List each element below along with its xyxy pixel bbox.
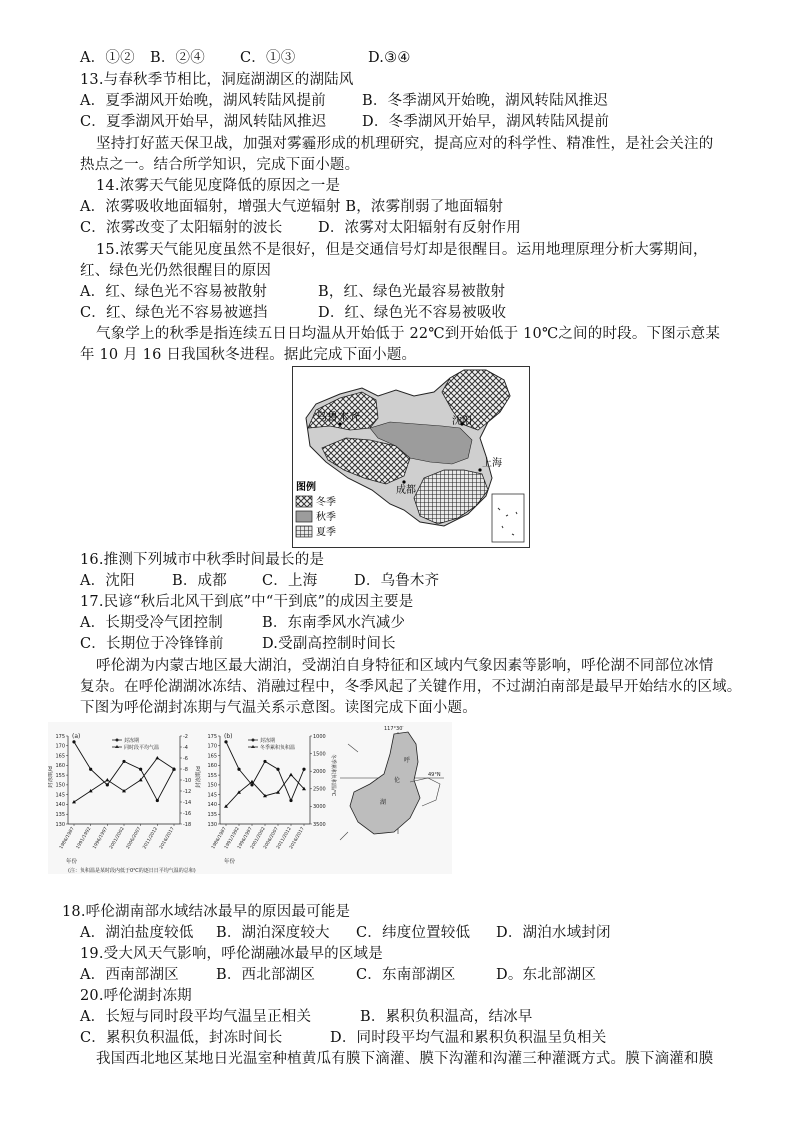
left-tick-label: 155 [55, 772, 65, 779]
left-tick-label: 160 [207, 763, 217, 770]
hulun-figure-svg [48, 722, 452, 874]
left-tick-label: 175 [55, 733, 65, 740]
q19-option-d: D。东北部湖区 [496, 967, 597, 983]
right-tick-label: -4 [183, 744, 188, 751]
q13-option-b: B．冬季湖风开始晚，湖风转陆风推迟 [362, 93, 609, 109]
chart-b-left-ticks [207, 734, 220, 828]
series-right-point [122, 789, 126, 792]
chart-a-right-ticks [180, 734, 191, 828]
x-tick-label: 1986/1987 [211, 826, 228, 851]
q19-option-c: C．东南部湖区 [356, 967, 456, 983]
autumn-intro-line1: 气象学上的秋季是指连续五日日均温从开始低于 22℃到开始低于 10℃之间的时段。下图示意某 [96, 326, 721, 342]
legend-swatch-winter [296, 496, 312, 507]
right-tick-label: 3000 [313, 804, 326, 811]
chart-note: (注：负积温是某时段内低于0℃的逐日日平均气温的总和) [68, 868, 196, 874]
x-tick-label: 2016/2017 [159, 826, 176, 851]
x-tick-label: 2001/2002 [109, 826, 126, 851]
left-tick-label: 150 [55, 782, 65, 789]
series-freeze-point [89, 768, 92, 771]
right-tick-label: -18 [183, 821, 192, 828]
south-sea-inset [492, 494, 524, 542]
series-freeze-point [237, 768, 240, 771]
chart-a-panel-label: (a) [72, 733, 81, 740]
q16-option-d: D．乌鲁木齐 [354, 573, 440, 589]
q16-option-c: C．上海 [262, 573, 318, 589]
left-tick-label: 175 [207, 733, 217, 740]
chart-b-ylabel-right: 冬季累积负积温/℃ [330, 754, 336, 797]
series-freeze-point [250, 783, 253, 786]
left-tick-label: 160 [55, 763, 65, 770]
q18-stem: 18.呼伦湖南部水域结冰最早的原因最可能是 [62, 904, 351, 920]
left-tick-label: 145 [207, 792, 217, 799]
x-tick-label: 2016/2017 [289, 826, 306, 851]
q12-option-c: C．①③ [240, 50, 296, 66]
autumn-intro-line2: 年 10 月 16 日我国秋冬进程。据此完成下面小题。 [80, 347, 417, 363]
right-tick-label: -8 [183, 766, 188, 773]
chart-a-left-ticks [55, 734, 68, 828]
left-tick-label: 145 [55, 792, 65, 799]
series-freeze-point [289, 799, 292, 802]
q13-stem: 13.与春秋季节相比，洞庭湖湖区的湖陆风 [80, 72, 354, 88]
series-freeze-point [156, 799, 159, 802]
left-tick-label: 140 [207, 802, 217, 809]
q16-option-b: B．成都 [172, 573, 227, 589]
lake-label-1: 呼 [404, 757, 411, 764]
q18-option-d: D．湖泊水域封闭 [496, 925, 611, 941]
left-tick-label: 170 [207, 743, 217, 750]
series-right-line [226, 775, 304, 807]
q15-option-b: B，红、绿色光最容易被散射 [318, 284, 506, 300]
q12-option-d: D.③④ [368, 50, 411, 66]
fog-intro-line1: 坚持打好蓝天保卫战，加强对雾霾形成的机理研究，提高应对的科学性、精准性，是社会关注的 [96, 136, 714, 152]
legend-swatch-autumn [296, 511, 312, 522]
q13-option-a: A．夏季湖风开始晚，湖风转陆风提前 [80, 93, 326, 109]
chart-b-x-ticks [210, 824, 305, 850]
q17-option-a: A．长期受冷气团控制 [80, 615, 223, 631]
left-tick-label: 155 [207, 772, 217, 779]
q16-option-a: A．沈阳 [80, 573, 135, 589]
chart-a [48, 733, 191, 865]
lake-label-2: 伦 [394, 777, 401, 784]
hulun-lake-map [340, 726, 444, 840]
legend-title: 图例 [296, 482, 316, 493]
q13-option-c: C．夏季湖风开始早，湖风转陆风推迟 [80, 114, 327, 130]
series-freeze-point [224, 740, 227, 743]
q20-stem: 20.呼伦湖封冻期 [80, 988, 192, 1004]
q14-option-d: D．浓雾对太阳辐射有反射作用 [318, 220, 521, 236]
q15-stem-line1: 15.浓雾天气能见度虽然不是很好，但是交通信号灯却是很醒目。运用地理原理分析大雾期间， [96, 242, 708, 258]
left-tick-label: 150 [207, 782, 217, 789]
q15-option-d: D．红、绿色光不容易被吸收 [318, 305, 507, 321]
chart-b-xlabel: 年份 [224, 859, 236, 865]
lake-lat-label: 49°N [428, 772, 441, 778]
left-tick-label: 140 [55, 802, 65, 809]
chart-b-ylabel-left: 封冻期/d [196, 766, 202, 788]
q14-option-ab: A．浓雾吸收地面辐射，增强大气逆辐射 B，浓雾削弱了地面辐射 [80, 199, 504, 215]
left-tick-label: 135 [207, 812, 217, 819]
q12-option-a: A．①② [80, 50, 135, 66]
right-tick-label: 2000 [313, 769, 326, 775]
left-tick-label: 130 [55, 821, 65, 828]
q19-option-a: A．西南部湖区 [80, 967, 179, 983]
hulun-intro-line1: 呼伦湖为内蒙古地区最大湖泊，受湖泊自身特征和区域内气象因素等影响，呼伦湖不同部位冰情 [96, 658, 714, 674]
q12-option-b: B．②④ [150, 50, 205, 66]
right-tick-label: 3500 [313, 821, 326, 828]
series-freeze-point [122, 760, 125, 763]
left-tick-label: 130 [207, 821, 217, 828]
city-label-shanghai: 上海 [482, 458, 502, 469]
right-tick-label: -2 [183, 733, 188, 740]
q19-option-b: B．西北部湖区 [216, 967, 316, 983]
series-freeze-point [72, 740, 75, 743]
china-season-map [292, 366, 530, 548]
greenhouse-intro: 我国西北地区某地日光温室种植黄瓜有膜下滴灌、膜下沟灌和沟灌三种灌溉方式。膜下滴灌和膜 [96, 1051, 714, 1067]
chart-b-panel-label: (b) [224, 733, 233, 740]
q14-stem: 14.浓雾天气能见度降低的原因之一是 [96, 178, 341, 194]
series-right-point [289, 773, 293, 776]
legend-swatch-summer [296, 526, 312, 537]
q18-option-b: B．湖泊深度较大 [216, 925, 330, 941]
left-tick-label: 135 [55, 812, 65, 819]
q17-stem: 17.民谚“秋后北风干到底”中“干到底”的成因主要是 [80, 594, 414, 610]
series-right-point [89, 789, 93, 792]
x-tick-label: 1986/1987 [59, 826, 76, 851]
city-label-chengdu: 成都 [396, 485, 416, 496]
x-tick-label: 2011/2012 [276, 826, 293, 851]
chart-b-legend-freeze: 封冻期 [260, 738, 276, 744]
right-tick-label: -12 [183, 788, 192, 795]
q17-option-c: C．长期位于冷锋锋前 [80, 636, 224, 652]
series-right-point [155, 756, 159, 759]
series-right-point [72, 800, 76, 803]
q16-stem: 16.推测下列城市中秋季时间最长的是 [80, 552, 325, 568]
chart-b-right-ticks [310, 734, 326, 828]
right-tick-label: 2500 [313, 786, 326, 793]
city-label-shenyang: 沈阳 [452, 416, 472, 427]
x-tick-label: 2006/2007 [263, 826, 280, 851]
legend-label-summer: 夏季 [316, 527, 336, 538]
x-tick-label: 2001/2002 [250, 826, 267, 851]
chart-a-legend-freeze: 封冻期 [124, 738, 140, 744]
left-tick-label: 170 [55, 743, 65, 750]
series-freeze-point [276, 768, 279, 771]
hulun-intro-line2: 复杂。在呼伦湖湖冰冻结、消融过程中，冬季风起了关键作用，不过湖泊南部是最早开始结水的区域。 [80, 679, 742, 695]
q20-option-b: B．累积负积温高，结冰早 [360, 1009, 533, 1025]
lake-label-3: 湖 [380, 799, 387, 806]
q15-stem-line2: 红、绿色光仍然很醒目的原因 [80, 263, 272, 279]
chart-a-legend-temp: 同时段平均气温 [124, 745, 160, 751]
right-tick-label: -14 [183, 799, 192, 806]
series-right-line [74, 758, 174, 802]
series-freeze-point [139, 768, 142, 771]
q20-option-a: A．长短与同时段平均气温呈正相关 [80, 1009, 312, 1025]
x-tick-label: 1996/1997 [92, 826, 110, 851]
q20-option-d: D．同时段平均气温和累积负积温呈负相关 [330, 1030, 607, 1046]
q15-option-a: A．红、绿色光不容易被散射 [80, 284, 268, 300]
chart-b [194, 733, 337, 865]
series-freeze-point [263, 760, 266, 763]
china-season-map-svg [292, 366, 530, 548]
left-tick-label: 165 [55, 753, 65, 760]
right-tick-label: 1500 [313, 751, 326, 758]
x-tick-label: 1991/1992 [75, 826, 93, 851]
hulun-lake-shape [350, 732, 420, 834]
right-tick-label: -10 [183, 777, 192, 784]
q17-option-d: D.受副高控制时间长 [262, 636, 396, 652]
q13-option-d: D．冬季湖风开始早，湖风转陆风提前 [362, 114, 610, 130]
right-tick-label: 1000 [313, 733, 326, 740]
q19-stem: 19.受大风天气影响，呼伦湖融冰最早的区域是 [80, 946, 383, 962]
right-tick-label: -6 [183, 755, 188, 762]
chart-a-xlabel: 年份 [66, 859, 78, 865]
city-label-urumqi: 乌鲁木齐 [316, 410, 360, 423]
chart-a-x-ticks [58, 824, 175, 850]
left-tick-label: 165 [207, 753, 217, 760]
legend-label-winter: 冬季 [316, 497, 336, 508]
hulun-intro-line3: 下图为呼伦湖封冻期与气温关系示意图。读图完成下面小题。 [80, 700, 477, 716]
x-tick-label: 2011/2012 [142, 826, 160, 851]
q15-option-c: C．红、绿色光不容易被遮挡 [80, 305, 268, 321]
q14-option-c: C．浓雾改变了太阳辐射的波长 [80, 220, 283, 236]
legend-label-autumn: 秋季 [316, 512, 336, 523]
x-tick-label: 1991/1992 [224, 826, 241, 851]
x-tick-label: 2006/2007 [125, 826, 143, 851]
q18-option-a: A．湖泊盐度较低 [80, 925, 194, 941]
hulun-figure [48, 722, 452, 874]
q18-option-c: C．纬度位置较低 [356, 925, 471, 941]
x-tick-label: 1996/1997 [237, 826, 254, 851]
q17-option-b: B．东南季风水汽减少 [262, 615, 406, 631]
q20-option-c: C．累积负积温低，封冻时间长 [80, 1030, 283, 1046]
lake-lon-label: 117°30′ [384, 726, 404, 732]
series-freeze-point [106, 783, 109, 786]
fog-intro-line2: 热点之一。结合所学知识，完成下面小题。 [80, 157, 360, 173]
chart-a-ylabel: 封冻期/d [48, 766, 54, 788]
right-tick-label: -16 [183, 810, 192, 817]
chart-b-legend-negtemp: 冬季累积负积温 [260, 745, 296, 751]
series-freeze-point [302, 768, 305, 771]
series-right-point [105, 778, 109, 781]
